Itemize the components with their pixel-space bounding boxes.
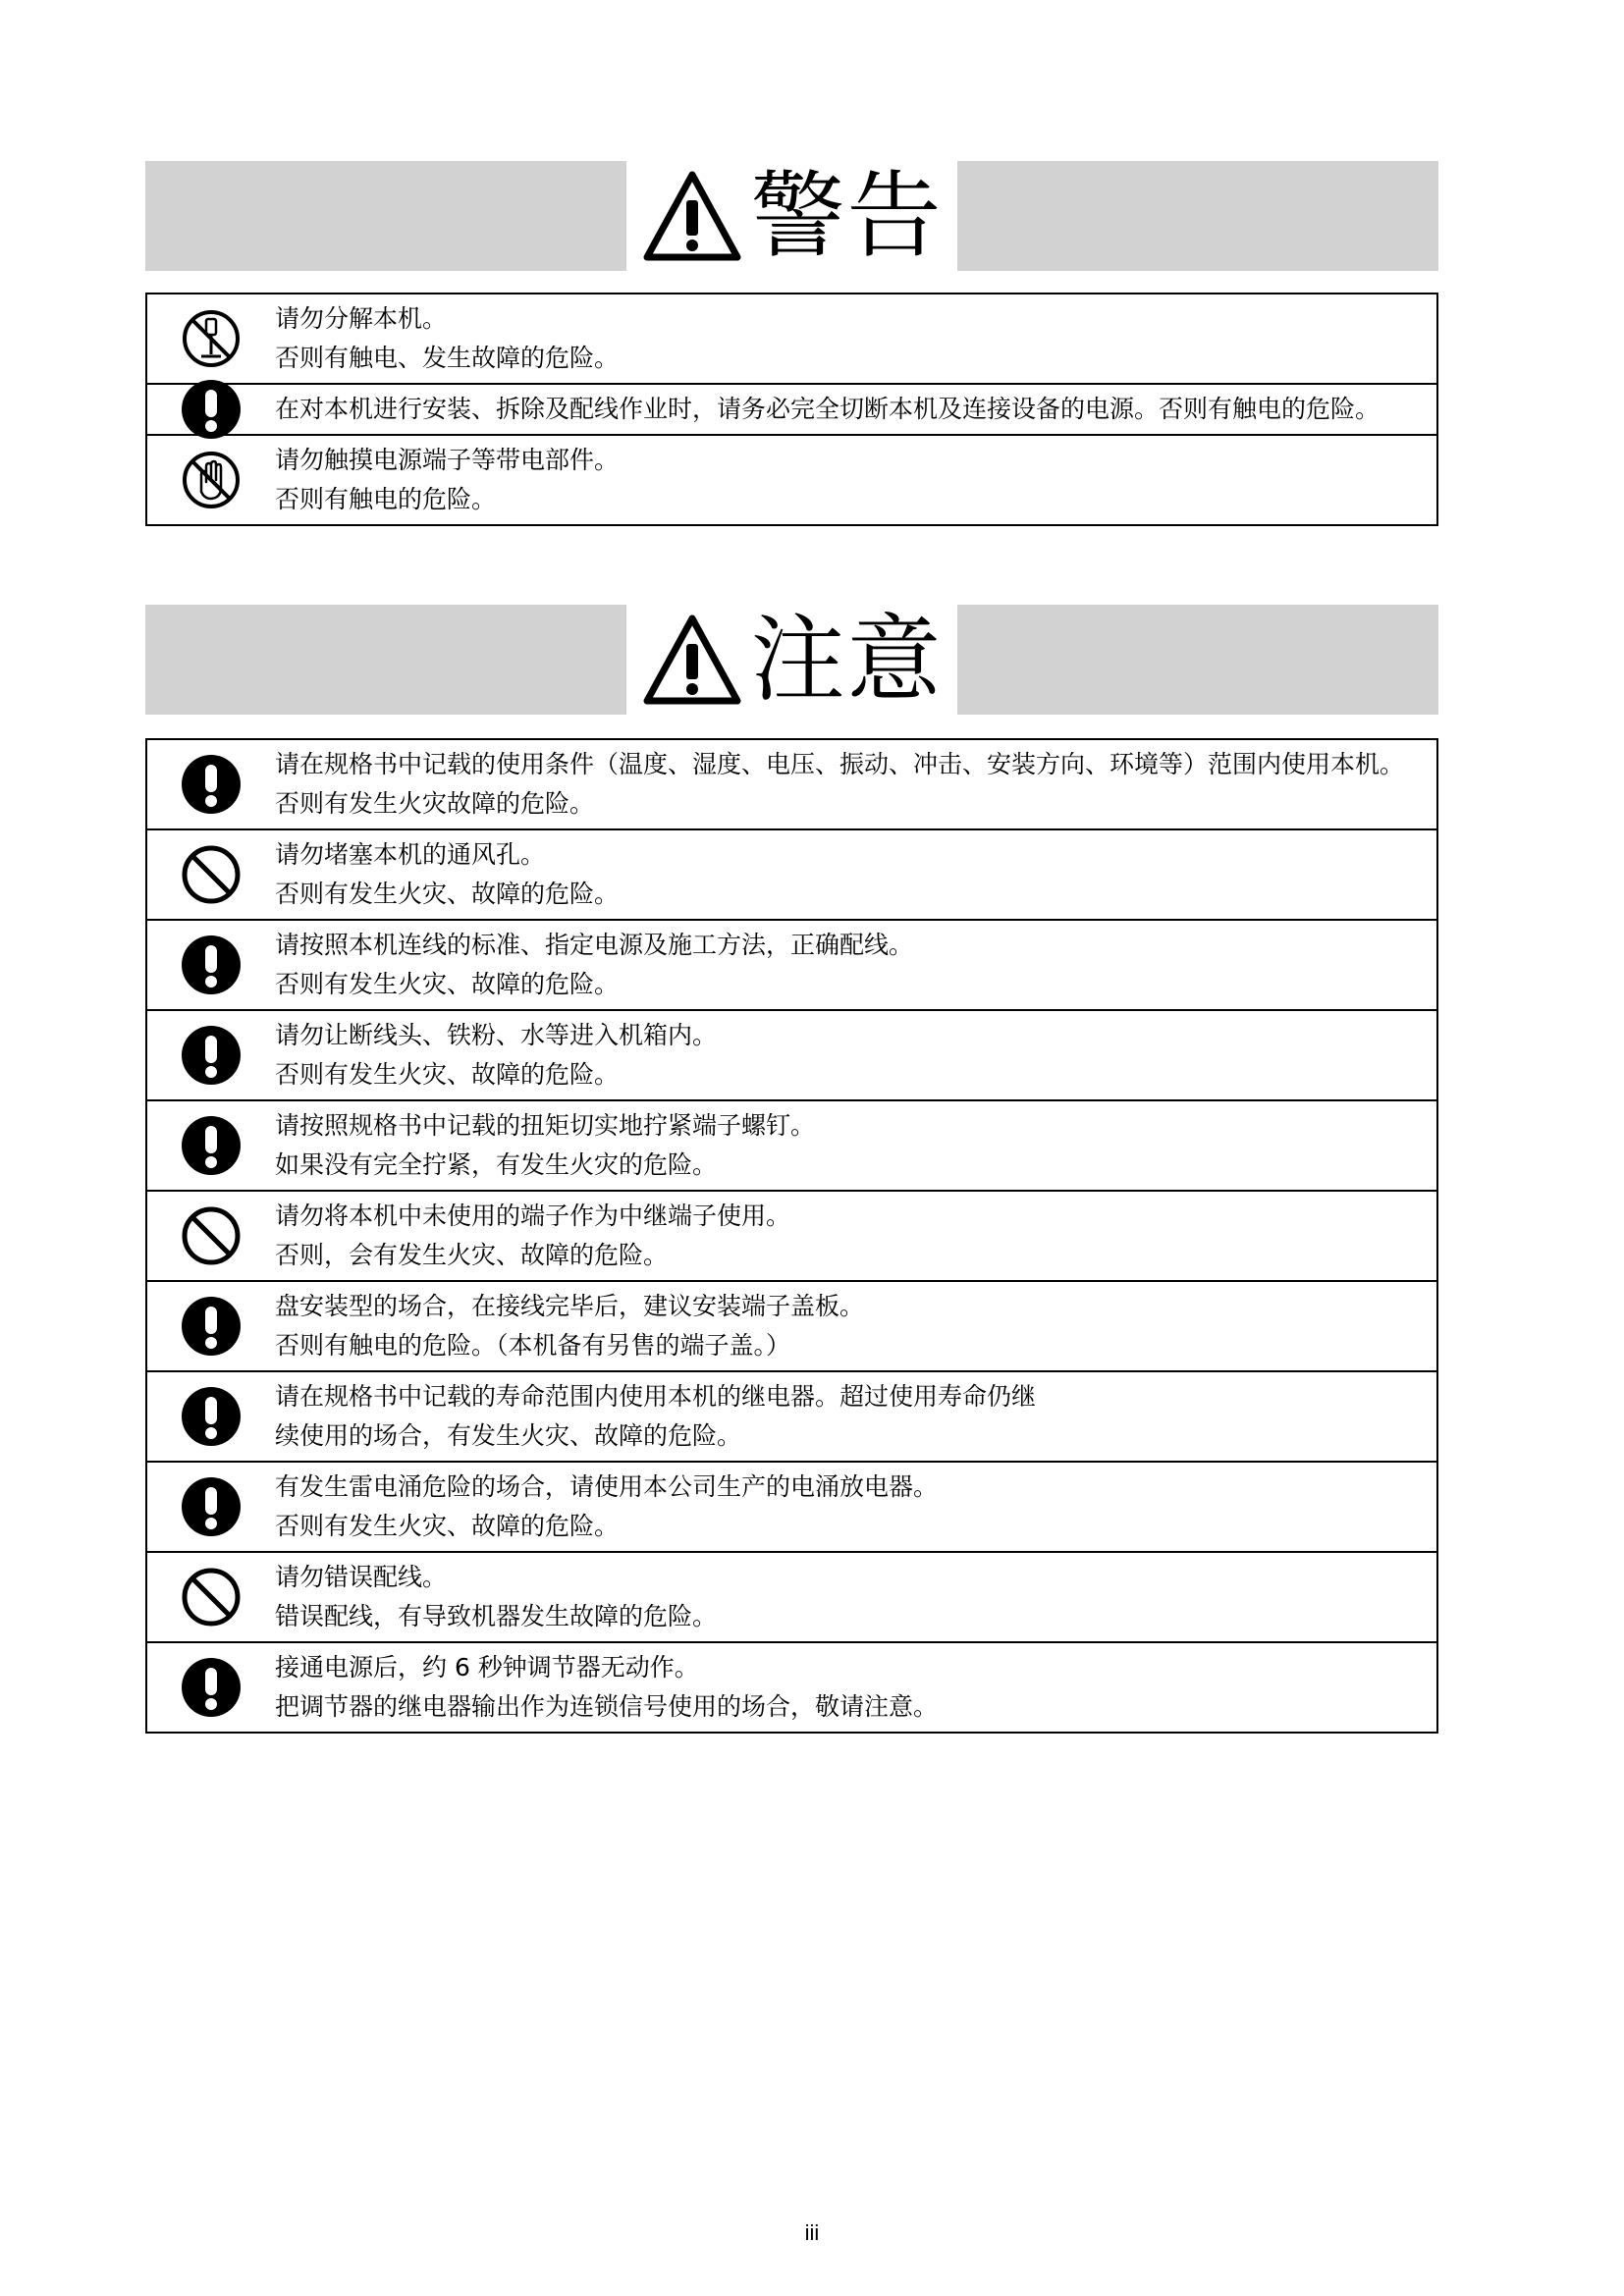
warning-title: 警告: [750, 161, 944, 271]
caution-item-text: [275, 740, 1436, 828]
mandatory-icon: [147, 740, 275, 828]
caution-item: [147, 740, 1436, 828]
item-line: 请按照本机连线的标准、指定电源及施工方法，正确配线。: [275, 931, 914, 959]
item-line: 否则有发生火灾、故障的危险。: [275, 1060, 620, 1089]
caution-item: [147, 919, 1436, 1009]
mandatory-icon: [147, 1463, 275, 1551]
caution-item: [147, 1099, 1436, 1190]
mandatory-icon: [147, 921, 275, 1009]
prohibited-icon: [147, 1192, 275, 1280]
item-line: 请勿分解本机。: [275, 304, 448, 333]
item-line: 请按照规格书中记载的扭矩切实地拧紧端子螺钉。: [275, 1111, 816, 1140]
caution-item: [147, 828, 1436, 919]
caution-item-text: [275, 921, 1436, 1009]
item-line: 否则有发生火灾、故障的危险。: [275, 1512, 620, 1540]
item-line: 请在规格书中记载的使用条件（温度、湿度、电压、振动、冲击、安装方向、环境等）范围内使用本机。: [275, 750, 1405, 778]
warning-title-block: [626, 161, 957, 271]
caution-item-text: [275, 1553, 1436, 1641]
caution-item-text: [275, 830, 1436, 919]
warning-header: [145, 161, 1438, 271]
caution-header: [145, 605, 1438, 715]
caution-item-text: [275, 1643, 1436, 1732]
caution-item-text: [275, 1372, 1436, 1461]
item-line: 在对本机进行安装、拆除及配线作业时，请务必完全切断本机及连接设备的电源。否则有触电的危险。: [275, 395, 1380, 423]
item-line: 否则有发生火灾、故障的危险。: [275, 880, 620, 908]
caution-item: [147, 1009, 1436, 1099]
item-line: 续使用的场合，有发生火灾、故障的危险。: [275, 1421, 742, 1450]
mandatory-icon: [147, 1643, 275, 1732]
warning-item: [147, 434, 1436, 524]
caution-table: [145, 738, 1438, 1734]
item-line: 错误配线，有导致机器发生故障的危险。: [275, 1602, 718, 1630]
warning-item-text: [275, 436, 1436, 524]
item-line: 把调节器的继电器输出作为连锁信号使用的场合，敬请注意。: [275, 1692, 939, 1721]
item-line: 请勿让断线头、铁粉、水等进入机箱内。: [275, 1021, 718, 1049]
caution-triangle-icon: [641, 613, 743, 707]
item-line: 请在规格书中记载的寿命范围内使用本机的继电器。超过使用寿命仍继: [275, 1382, 1037, 1411]
item-line: 接通电源后，约 6 秒钟调节器无动作。: [275, 1653, 699, 1682]
caution-item-text: [275, 1011, 1436, 1099]
warning-item: [147, 383, 1436, 434]
item-line: 否则有触电的危险。（本机备有另售的端子盖。）: [275, 1331, 791, 1360]
prohibited-icon: [147, 830, 275, 919]
warning-item: [147, 294, 1436, 383]
caution-item-text: [275, 1463, 1436, 1551]
header-bar-right: [957, 605, 1438, 715]
item-line: 否则有触电、发生故障的危险。: [275, 344, 620, 372]
prohibited-icon: [147, 1553, 275, 1641]
mandatory-icon: [147, 1011, 275, 1099]
caution-item-text: [275, 1101, 1436, 1190]
item-line: 盘安装型的场合，在接线完毕后，建议安装端子盖板。: [275, 1292, 865, 1320]
header-bar-right: [957, 161, 1438, 271]
caution-item: [147, 1190, 1436, 1280]
mandatory-icon: [147, 385, 275, 434]
mandatory-icon: [147, 1282, 275, 1370]
item-line: 请勿堵塞本机的通风孔。: [275, 840, 546, 869]
caution-item-text: [275, 1192, 1436, 1280]
item-line: 有发生雷电涌危险的场合，请使用本公司生产的电涌放电器。: [275, 1472, 939, 1501]
warning-item-text: [275, 385, 1436, 434]
item-line: 否则有发生火灾故障的危险。: [275, 789, 595, 818]
caution-item: [147, 1461, 1436, 1551]
caution-item: [147, 1280, 1436, 1370]
item-line: 请勿触摸电源端子等带电部件。: [275, 446, 620, 474]
warning-table: [145, 293, 1438, 526]
caution-item: [147, 1641, 1436, 1732]
caution-item: [147, 1551, 1436, 1641]
caution-title-block: [626, 605, 957, 715]
header-bar-left: [145, 605, 626, 715]
item-line: 否则有发生火灾、故障的危险。: [275, 970, 620, 998]
header-bar-left: [145, 161, 626, 271]
page-number: iii: [804, 2220, 820, 2245]
caution-item-text: [275, 1282, 1436, 1370]
warning-item-text: [275, 294, 1436, 383]
mandatory-icon: [147, 1101, 275, 1190]
item-line: 否则，会有发生火灾、故障的危险。: [275, 1241, 669, 1269]
mandatory-icon: [147, 1372, 275, 1461]
item-line: 请勿错误配线。: [275, 1563, 448, 1591]
caution-title: 注意: [750, 605, 944, 715]
item-line: 如果没有完全拧紧，有发生火灾的危险。: [275, 1150, 718, 1179]
no-disassemble-icon: [147, 294, 275, 383]
no-touch-icon: [147, 436, 275, 524]
item-line: 否则有触电的危险。: [275, 485, 497, 513]
caution-item: [147, 1370, 1436, 1461]
item-line: 请勿将本机中未使用的端子作为中继端子使用。: [275, 1201, 791, 1230]
warning-triangle-icon: [641, 169, 743, 263]
